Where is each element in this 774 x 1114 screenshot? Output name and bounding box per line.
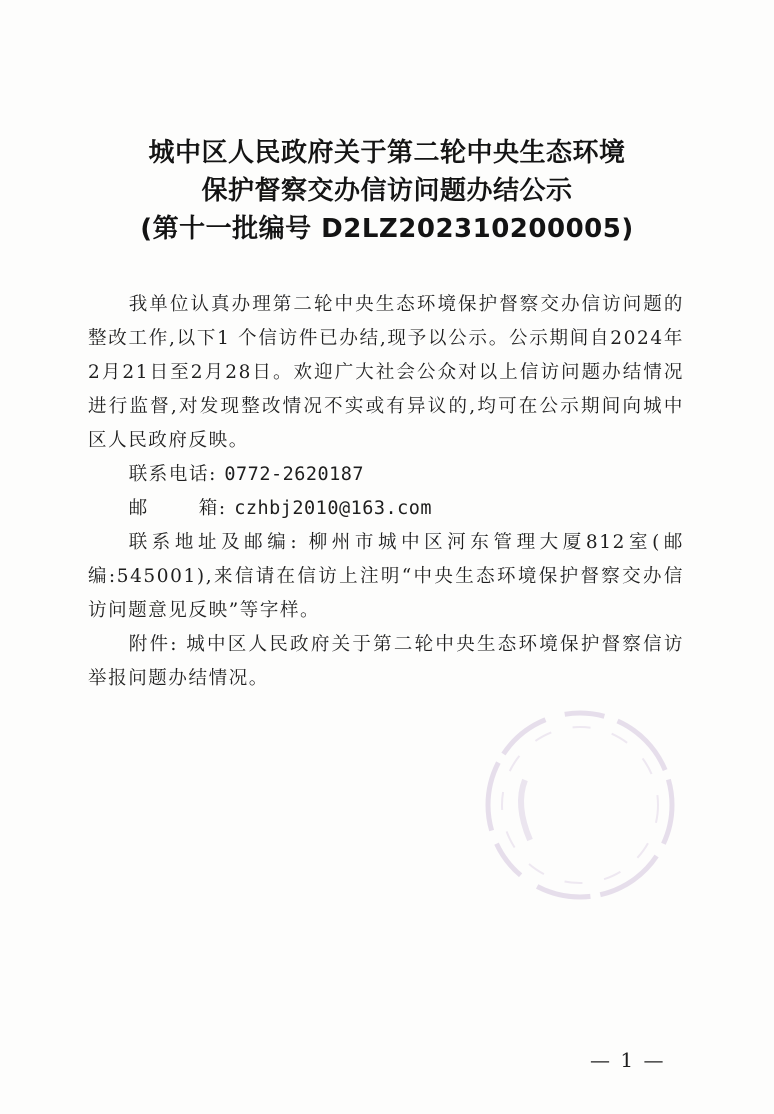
- document-body: [88, 288, 684, 696]
- title-line-1: 城中区人民政府关于第二轮中央生态环境: [148, 138, 626, 168]
- document-title: [0, 134, 774, 248]
- email-value: czhbj2010@163.com: [234, 498, 433, 519]
- title-line-2: 保护督察交办信访问题办结公示: [201, 176, 573, 206]
- intro-paragraph: 我单位认真办理第二轮中央生态环境保护督察交办信访问题的整改工作,以下1 个信访件已办结,现予以公示。公示期间自2024年2月21日至2月28日。欢迎广大社会公众对以上信访问题办结情况进行监督,对发现整改情况不实或有异议的,均可在公示期间向城中区人民政府反映。: [88, 294, 684, 451]
- email-label-2: 箱:: [198, 498, 227, 519]
- faded-seal-stamp: [455, 700, 705, 910]
- contact-email: [88, 492, 684, 526]
- contact-phone: [88, 458, 684, 492]
- attachment-note: 附件: 城中区人民政府关于第二轮中央生态环境保护督察信访举报问题办结情况。: [88, 634, 684, 689]
- phone-label: 联系电话:: [128, 464, 217, 485]
- email-label-1: 邮: [128, 498, 149, 519]
- contact-address: 联系地址及邮编: 柳州市城中区河东管理大厦812室(邮编:545001),来信请在信访上注明“中央生态环境保护督察交办信访问题意见反映”等字样。: [88, 532, 684, 621]
- phone-value: 0772-2620187: [224, 464, 365, 485]
- page-number: — 1 —: [590, 1048, 666, 1072]
- title-line-3: (第十一批编号 D2LZ202310200005): [140, 214, 634, 244]
